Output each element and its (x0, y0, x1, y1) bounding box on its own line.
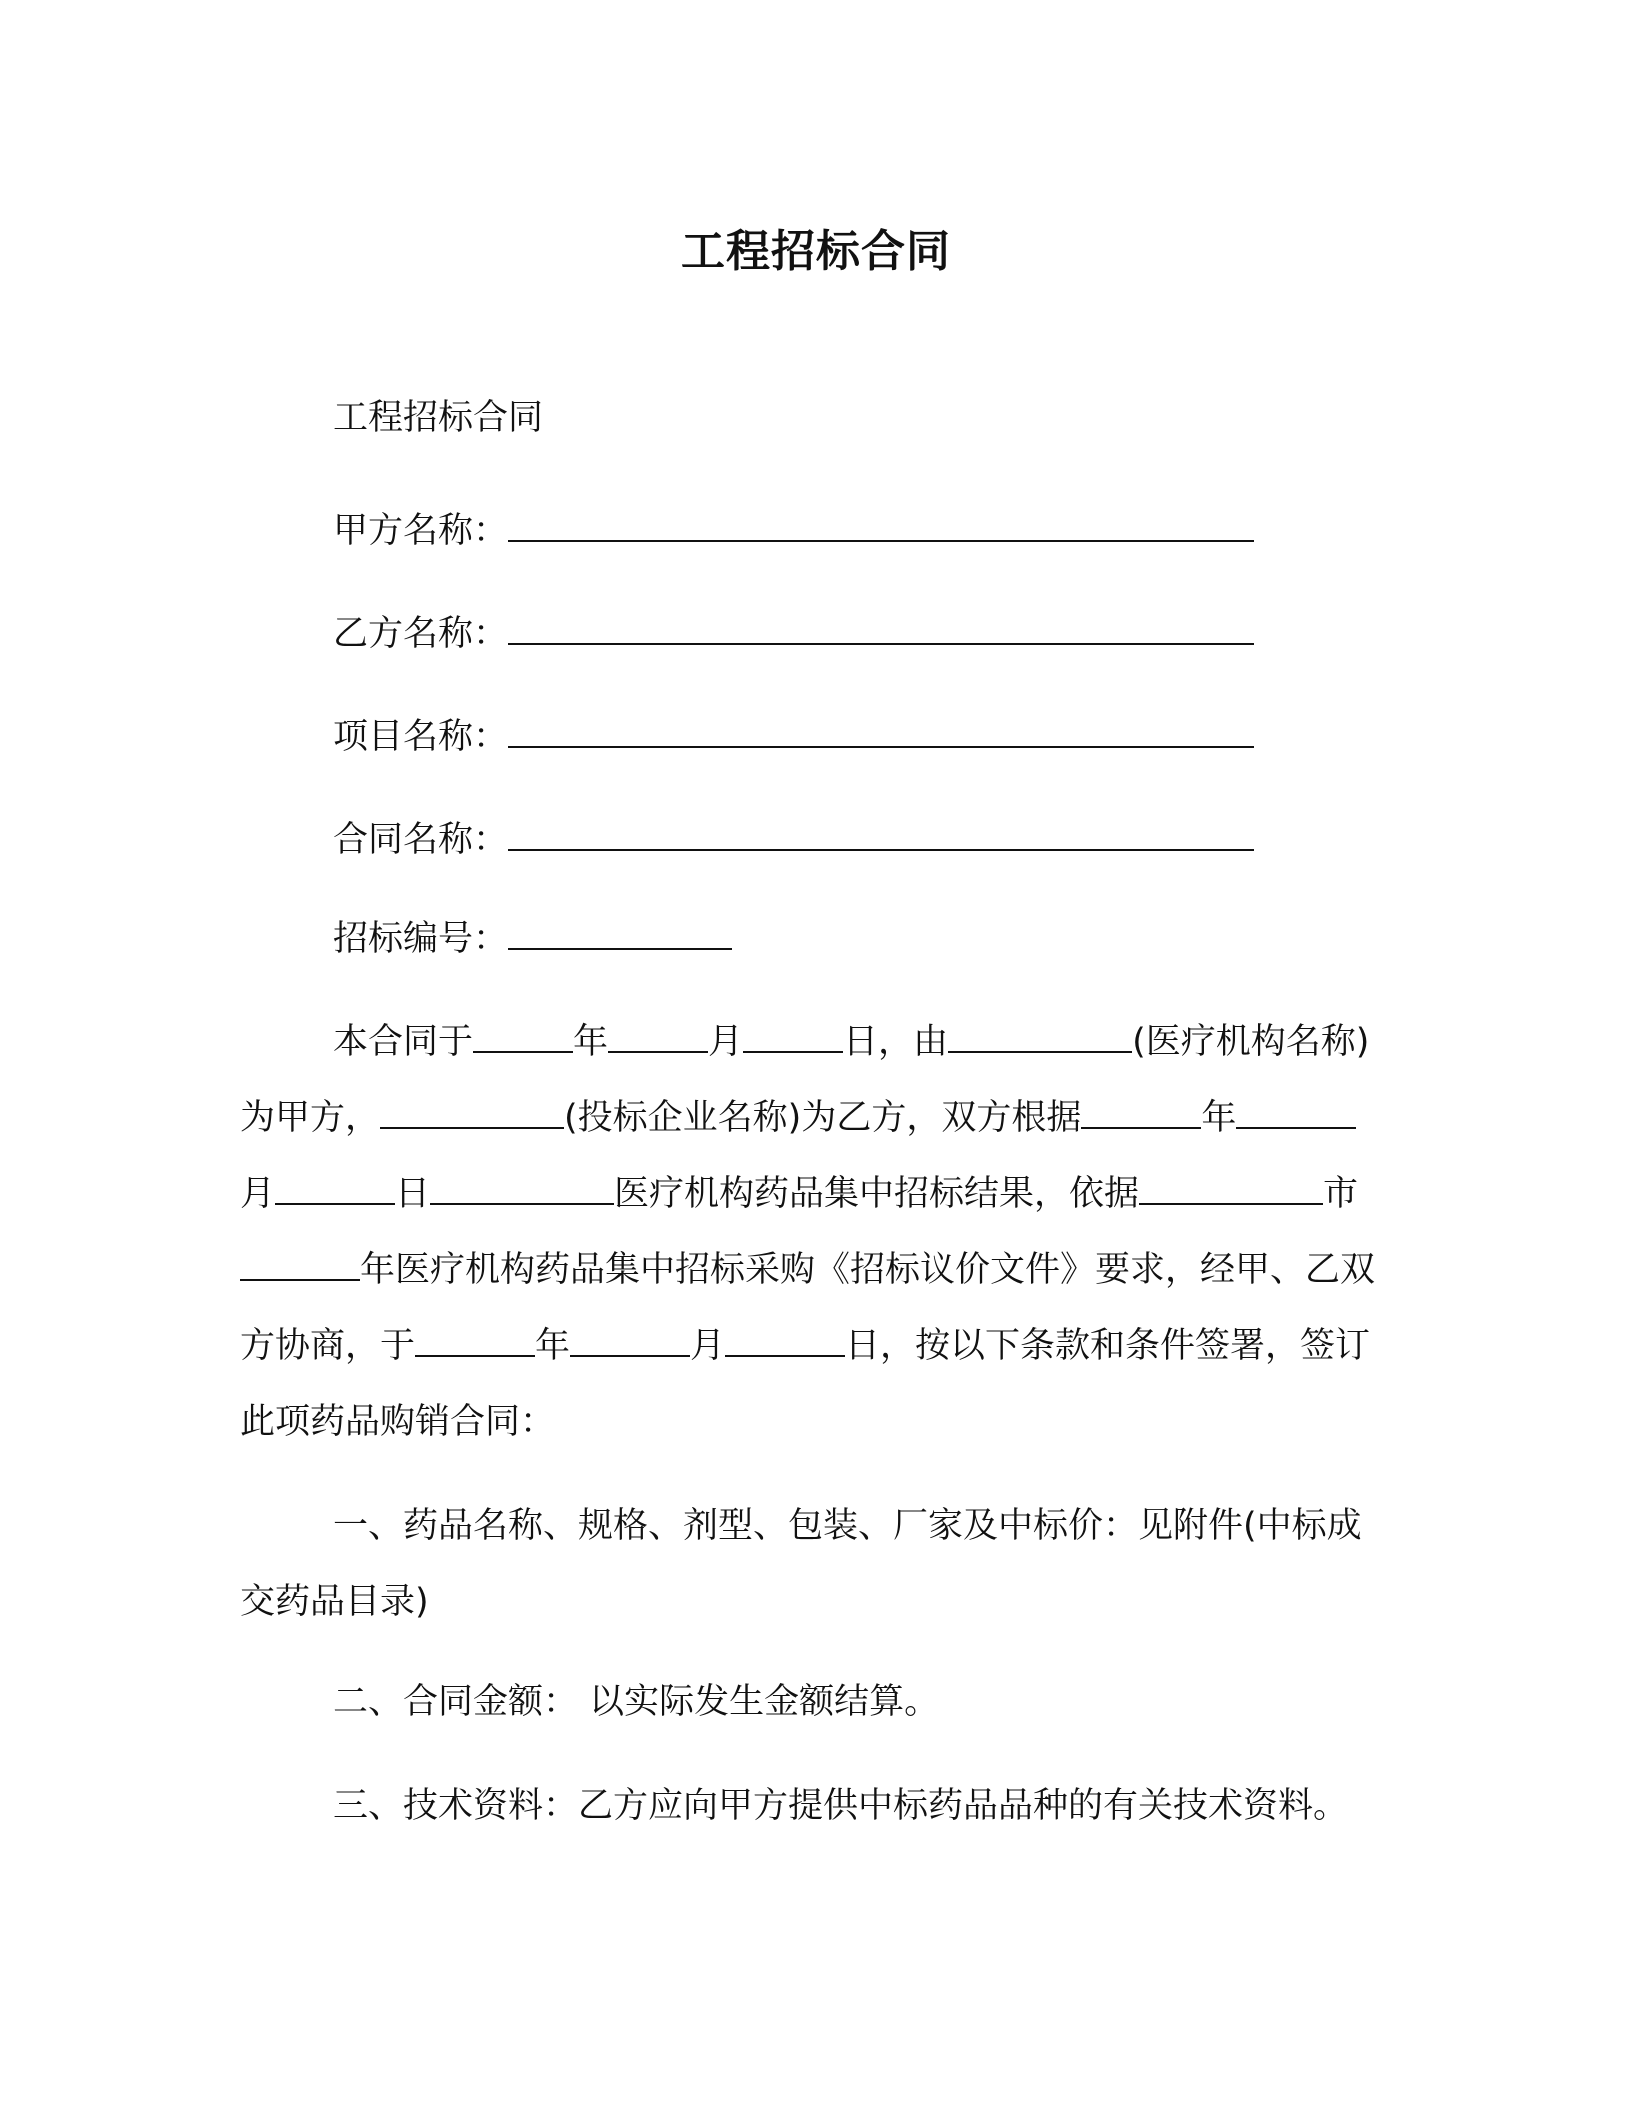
blank (430, 1169, 614, 1205)
document-title: 工程招标合同 (681, 226, 951, 277)
field-blank (508, 609, 1254, 645)
clause-2: 二、合同金额： 以实际发生金额结算。 (333, 1682, 940, 1722)
blank (1081, 1093, 1201, 1129)
blank (743, 1017, 843, 1053)
intro-text: 年 (535, 1326, 571, 1366)
blank (275, 1169, 395, 1205)
intro-text: (投标企业名称)为乙方，双方根据 (564, 1098, 1082, 1138)
intro-text: 月 (708, 1022, 744, 1062)
blank (380, 1093, 564, 1129)
intro-text: 日，由 (843, 1022, 949, 1062)
field-project-name (333, 712, 1254, 761)
document-subtitle: 工程招标合同 (333, 398, 544, 438)
blank (415, 1321, 535, 1357)
intro-text: 年医疗机构药品集中招标采购《招标议价文件》要求，经甲、乙双方协商，于 (240, 1250, 1376, 1366)
intro-paragraph (240, 1004, 1385, 1460)
blank (473, 1017, 573, 1053)
intro-text: 医疗机构药品集中招标结果，依据 (614, 1174, 1140, 1214)
field-label: 招标编号： (333, 919, 509, 959)
field-blank (508, 712, 1254, 748)
intro-text: 市 (1323, 1174, 1359, 1214)
intro-text: 年 (1201, 1098, 1237, 1138)
field-blank (508, 914, 732, 950)
field-tender-number (333, 914, 732, 963)
field-label: 合同名称： (333, 820, 509, 860)
intro-text: 年 (573, 1022, 609, 1062)
intro-text: 月 (240, 1174, 276, 1214)
blank (725, 1321, 845, 1357)
field-party-b (333, 609, 1254, 658)
intro-text: 日 (395, 1174, 431, 1214)
blank (1139, 1169, 1323, 1205)
field-label: 乙方名称： (333, 614, 509, 654)
clause-1: 一、药品名称、规格、剂型、包装、厂家及中标价：见附件(中标成交药品目录) (240, 1506, 1362, 1622)
intro-text: 本合同于 (333, 1022, 474, 1062)
intro-text: 月 (690, 1326, 726, 1366)
blank (1236, 1093, 1356, 1129)
field-label: 项目名称： (333, 717, 509, 757)
intro-text: (医疗机构名称)为甲方， (240, 1022, 1370, 1138)
blank (570, 1321, 690, 1357)
blank (240, 1245, 360, 1281)
field-label: 甲方名称： (333, 511, 509, 551)
blank (948, 1017, 1132, 1053)
field-blank (508, 506, 1254, 542)
blank (608, 1017, 708, 1053)
field-party-a (333, 506, 1254, 555)
intro-text: 日，按以下条款和条件签署，签订此项药品购销合同： (240, 1326, 1371, 1442)
clause-3: 三、技术资料：乙方应向甲方提供中标药品品种的有关技术资料。 (333, 1786, 1349, 1826)
field-contract-name (333, 815, 1254, 864)
field-blank (508, 815, 1254, 851)
